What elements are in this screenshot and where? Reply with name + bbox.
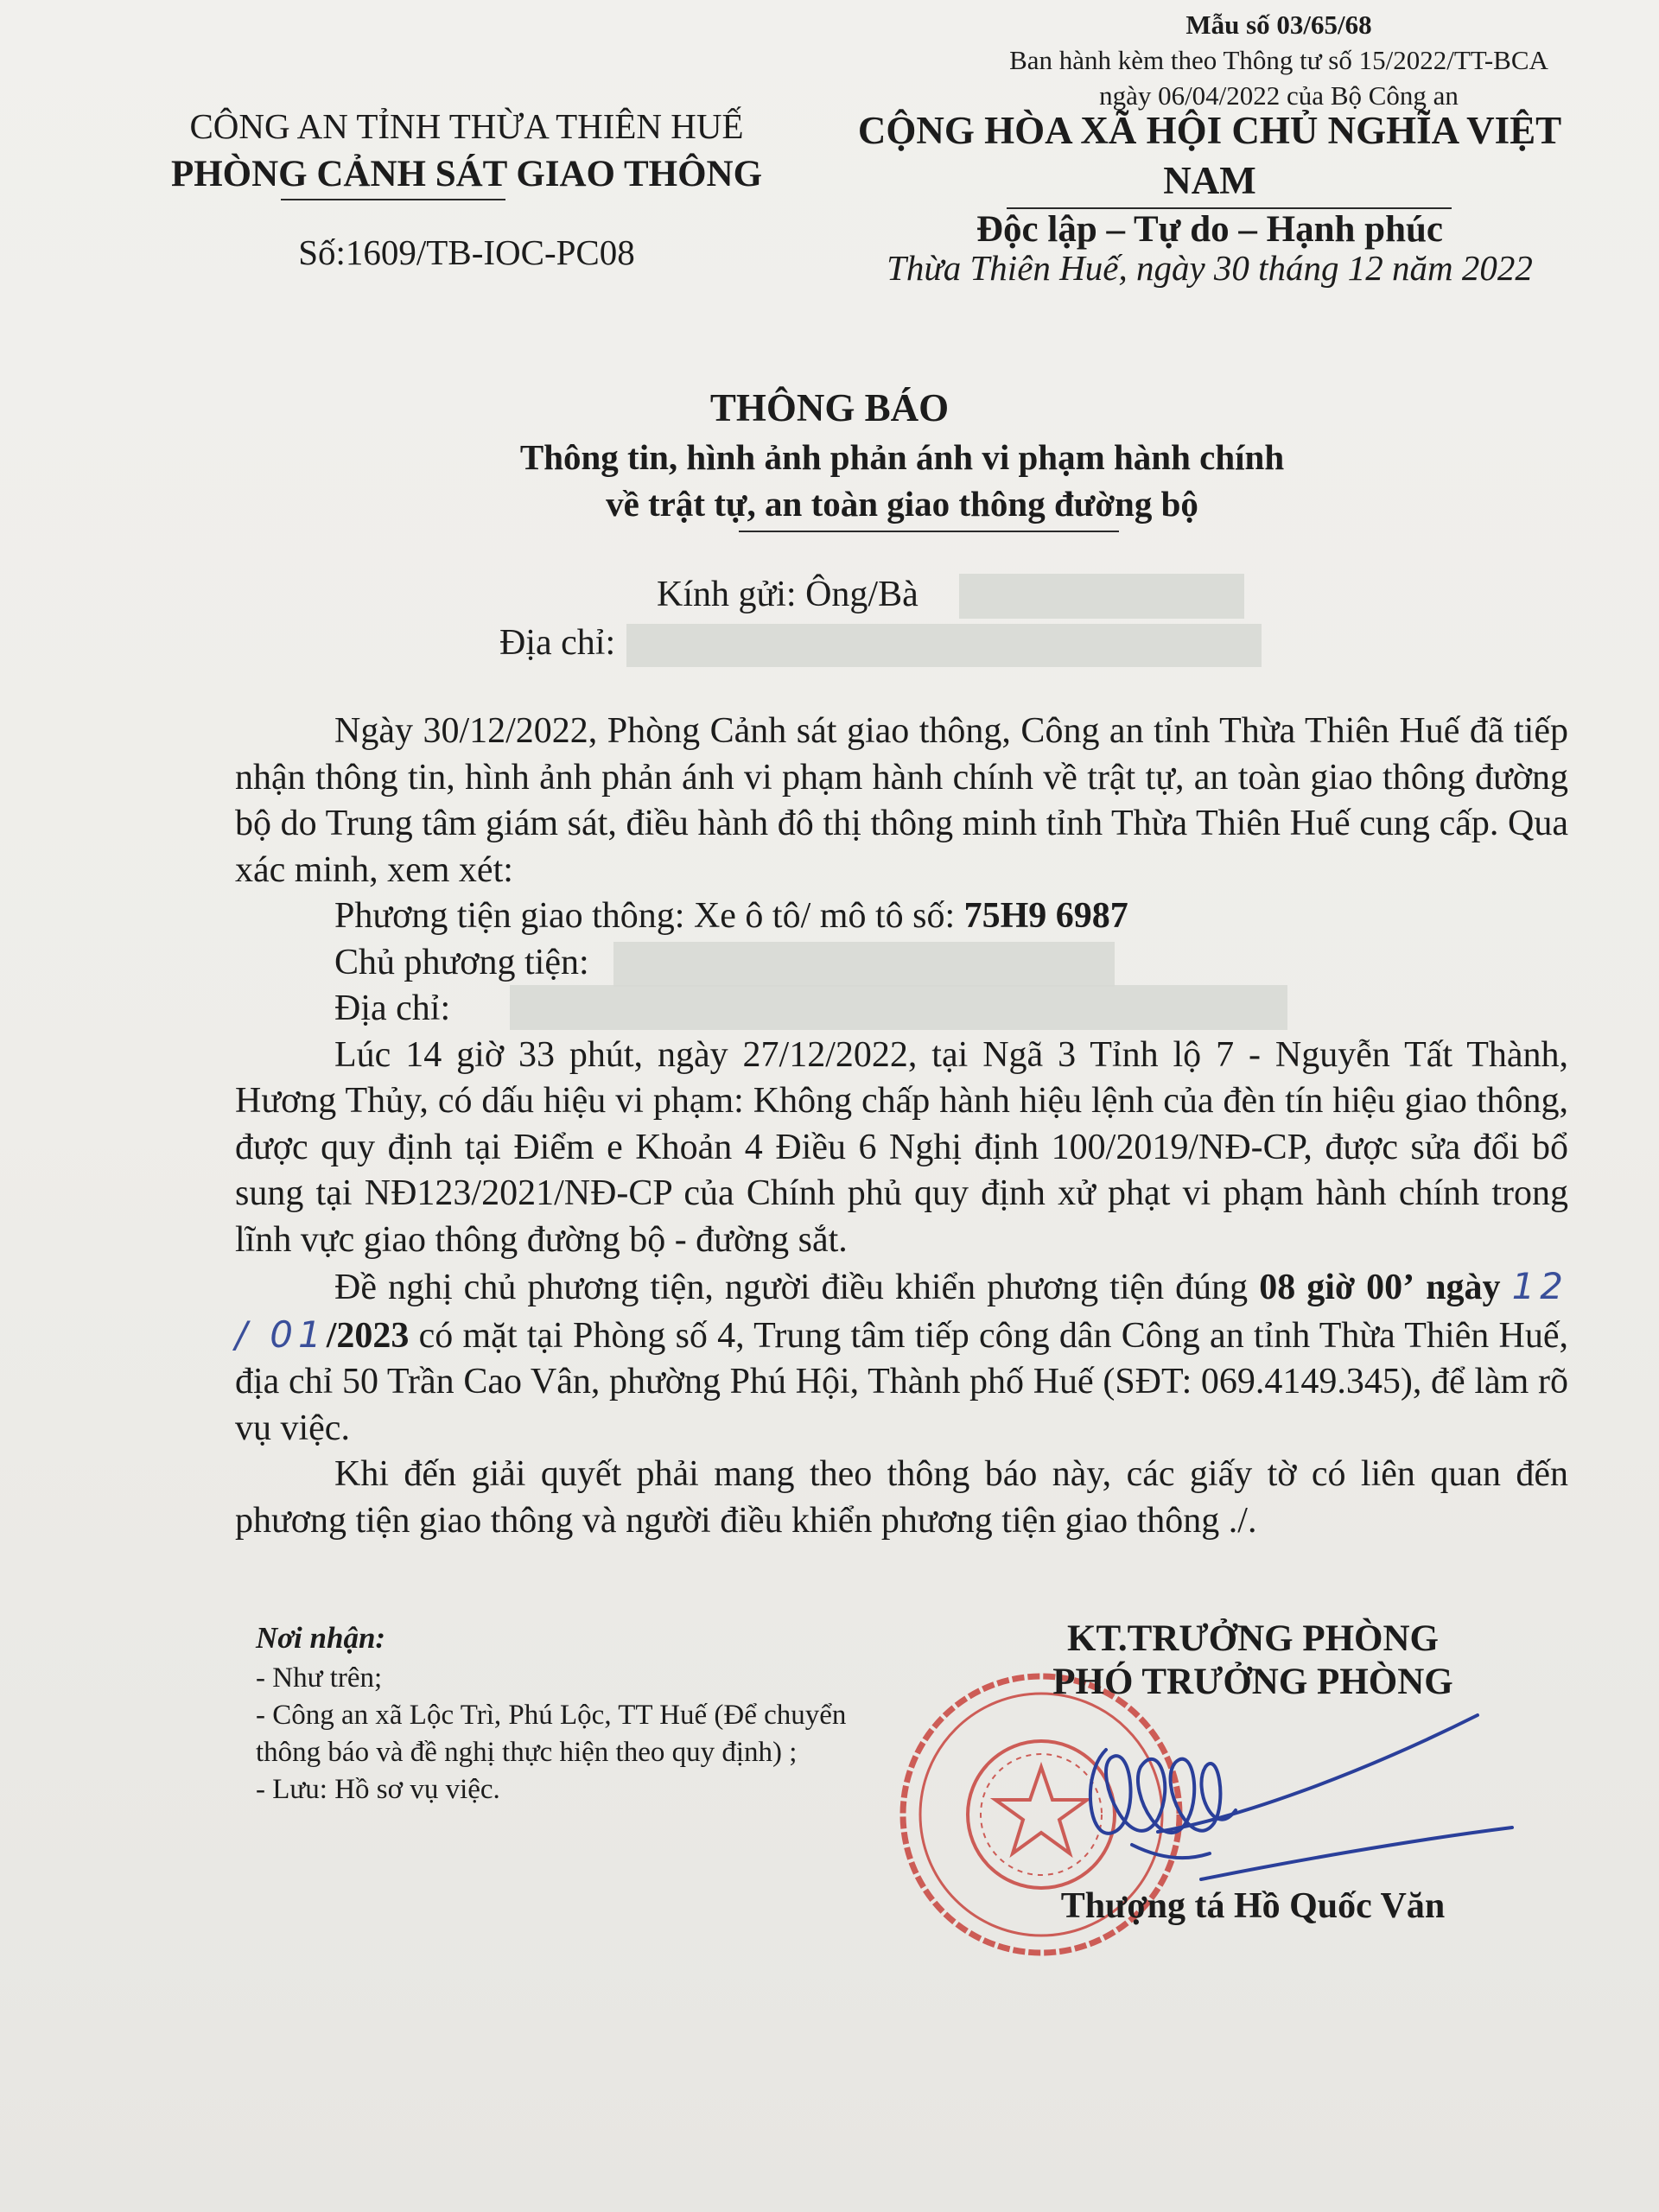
redacted-name [959,574,1244,619]
signature-block [950,1618,1555,1704]
subtitle-underline [739,531,1119,532]
signer-name: Thượng tá Hồ Quốc Văn [1060,1886,1446,1926]
form-issued-line1: Ban hành kèm theo Thông tư số 15/2022/TT-BCA [1009,45,1548,75]
header-left [121,102,812,199]
republic-name: CỘNG HÒA XÃ HỘI CHỦ NGHĨA VIỆT NAM [857,109,1562,202]
paragraph-received: Ngày 30/12/2022, Phòng Cảnh sát giao thông, Công an tỉnh Thừa Thiên Huế đã tiếp nhận thông tin, hình ảnh phản ánh vi phạm hành chính về trật tự, an toàn giao thông đường bộ do Trung tâm giám sát, điều hành đô thị thông minh tỉnh Thừa Thiên Huế cung cấp. Qua xác minh, xem xét: [235,711,1568,890]
request-text-post: có mặt tại Phòng số 4, Trung tâm tiếp công dân Công an tỉnh Thừa Thiên Huế, địa chỉ 50 Trần Cao Vân, phường Phú Hội, Thành phố Huế (SĐT: 069.4149.345), để làm rõ vụ việc. [235,1315,1568,1448]
motto-underline [1007,207,1452,209]
header-left-underline [281,199,505,200]
request-time: 08 giờ 00’ [1259,1268,1415,1307]
national-motto: Độc lập – Tự do – Hạnh phúc [976,209,1443,250]
recipient-item: - Như trên; [256,1662,383,1694]
form-code: Mẫu số 03/65/68 [1185,10,1372,40]
notice-body [235,709,1568,1544]
document-title: THÔNG BÁO [709,386,950,429]
addressee-address-label: Địa chỉ: [499,623,616,663]
date-line: Thừa Thiên Huế, ngày 30 tháng 12 năm 2022 [887,248,1533,288]
document-number: Số:1609/TB-IOC-PC08 [298,232,635,272]
request-day-handwritten: 12 / 01 [235,1265,1569,1356]
vehicle-line [235,893,1568,940]
signature-icon [1090,1715,1512,1879]
redacted-owner [613,942,1115,987]
vehicle-plate: 75H9 6987 [963,896,1128,936]
signature-title-2: PHÓ TRƯỞNG PHÒNG [1052,1662,1453,1702]
subtitle-line2: về trật tự, an toàn giao thông đường bộ [606,484,1198,524]
vehicle-label: Phương tiện giao thông: Xe ô tô/ mô tô số: [334,896,956,936]
request-year: /2023 [326,1315,410,1356]
owner-label: Chủ phương tiện: [334,942,589,982]
recipient-item: - Lưu: Hồ sơ vụ việc. [256,1774,500,1805]
form-issued-line2: ngày 06/04/2022 của Bộ Công an [1099,80,1459,111]
addressee-label: Kính gửi: Ông/Bà [657,575,918,614]
subtitle-line1: Thông tin, hình ảnh phản ánh vi phạm hành chính [519,437,1285,477]
form-code-block [985,7,1573,113]
department-name: PHÒNG CẢNH SÁT GIAO THÔNG [170,154,763,194]
recipients-block [256,1619,878,1808]
redacted-address [626,624,1262,667]
document-subtitle [0,434,1659,527]
paragraph-violation: Lúc 14 giờ 33 phút, ngày 27/12/2022, tại Ngã 3 Tỉnh lộ 7 - Nguyễn Tất Thành, Hương Thủy, có dấu hiệu vi phạm: Không chấp hành hiệu lệnh của đèn tín hiệu giao thông, được quy định tại Điểm e Khoản 4 Điều 6 Nghị định 100/2019/NĐ-CP, được sửa đổi bổ sung tại NĐ123/2021/NĐ-CP của Chính phủ quy định xử phạt vi phạm hành chính trong lĩnh vực giao thông đường bộ - đường sắt. [235,1034,1568,1260]
recipients-heading: Nơi nhận: [256,1621,386,1655]
recipient-item: - Công an xã Lộc Trì, Phú Lộc, TT Huế (Để chuyển thông báo và đề nghị thực hiện theo quy định) ; [256,1700,847,1768]
request-text-pre: Đề nghị chủ phương tiện, người điều khiển phương tiện đúng [334,1268,1249,1307]
header-right [812,105,1607,254]
paragraph-request [235,1263,1568,1452]
agency-name: CÔNG AN TỈNH THỪA THIÊN HUẾ [189,106,744,146]
request-day-label: ngày [1426,1268,1501,1307]
signature-title-1: KT.TRƯỞNG PHÒNG [1067,1618,1439,1659]
paragraph-closing: Khi đến giải quyết phải mang theo thông báo này, các giấy tờ có liên quan đến phương tiện giao thông và người điều khiển phương tiện giao thông ./. [235,1454,1568,1541]
redacted-owner-address [510,985,1287,1030]
owner-address-label: Địa chỉ: [334,988,451,1028]
